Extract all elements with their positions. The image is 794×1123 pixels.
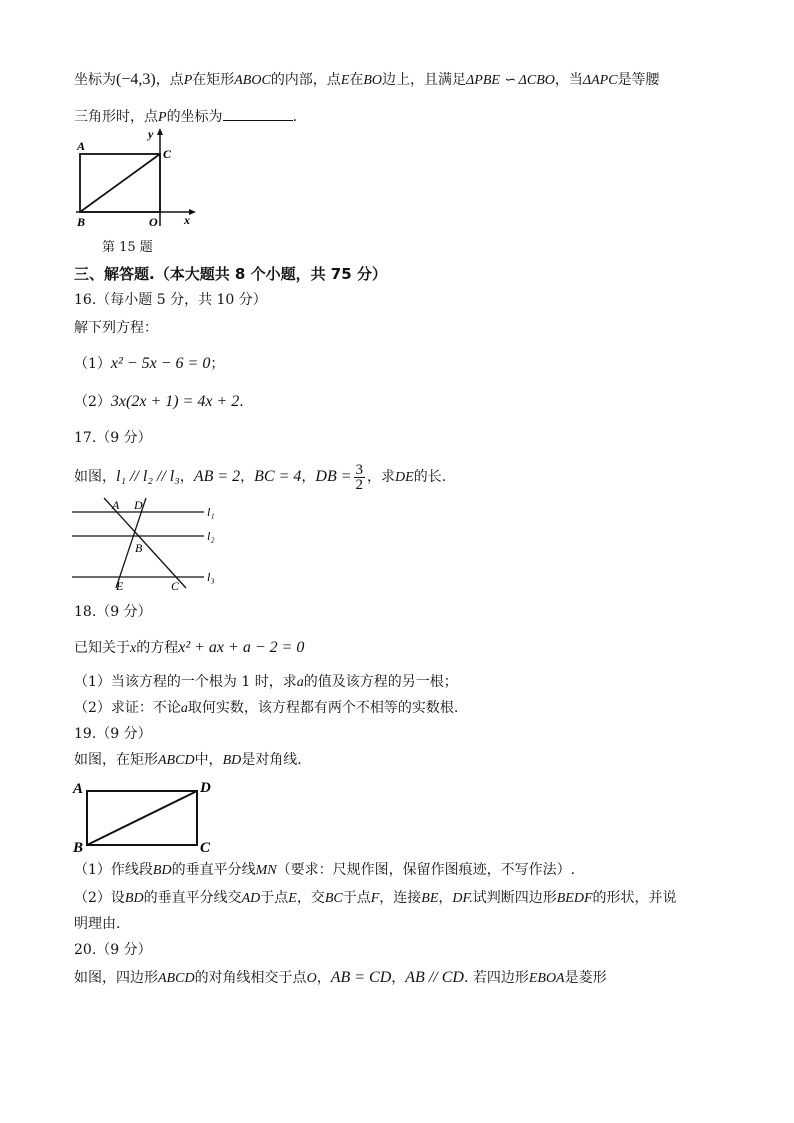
q18-part2: （2）求证：不论a取何实数，该方程都有两个不相等的实数根.: [74, 700, 459, 716]
q19-part1: （1）作线段BD的垂直平分线MN（要求：尺规作图，保留作图痕迹，不写作法）.: [74, 862, 576, 878]
fig17-label-l1: l₁: [207, 505, 215, 519]
q16-head: 16.（每小题 5 分，共 10 分）: [74, 292, 267, 308]
fig19-label-D: D: [200, 780, 211, 796]
figure-15-caption: 第 15 题: [102, 240, 153, 255]
section-heading: 三、解答题.（本大题共 8 个小题，共 75 分）: [74, 265, 387, 283]
fraction-3-2: $\frac{3}{2}$: [355, 461, 364, 493]
figure-17: [70, 496, 230, 596]
q19-part2: （2）设BD的垂直平分线交AD于点E，交BC于点F，连接BE，DF.试判断四边形BEDF的形状，并说: [74, 890, 677, 906]
q16-part1: （1）x² − 5x − 6 = 0；: [74, 355, 225, 372]
fig19-label-B: B: [73, 840, 84, 856]
fig17-label-B: B: [135, 541, 143, 555]
fig17-label-l2: l₂: [207, 529, 215, 543]
q20-head: 20.（9 分）: [74, 942, 152, 958]
q17-head: 17.（9 分）: [74, 430, 152, 446]
fig17-label-l3: l₃: [207, 570, 215, 584]
fig15-label-B: B: [77, 215, 86, 229]
q16-intro: 解下列方程：: [74, 320, 158, 336]
fig19-label-C: C: [200, 840, 211, 856]
q19-part2-line2: 明理由.: [74, 916, 121, 932]
fig17-label-D: D: [134, 498, 143, 512]
q18-head: 18.（9 分）: [74, 604, 152, 620]
p15-line2: 三角形时，点P的坐标为 .: [74, 106, 297, 128]
q17-statement: 如图，l₁ // l₂ // l₃，AB = 2，BC = 4，DB = $\frac{3}{2}$ ，求DE的长.: [74, 461, 447, 493]
q16-part2: （2）3x(2x + 1) = 4x + 2.: [74, 393, 244, 410]
fig19-label-A: A: [73, 781, 84, 797]
q20-statement: 如图，四边形ABCD的对角线相交于点O，AB = CD，AB // CD. 若四边形EBOA是菱形: [74, 969, 607, 986]
fig15-label-O: O: [149, 215, 158, 229]
fig15-label-y: y: [148, 127, 154, 141]
fig17-label-C: C: [171, 579, 180, 593]
q19-statement: 如图，在矩形ABCD中，BD是对角线.: [74, 752, 302, 768]
p15-line1: 坐标为(−4,3)，点P在矩形ABOC的内部，点E在BO边上，且满足ΔPBE ∽ ΔCBO，当ΔAPC是等腰: [74, 71, 660, 88]
answer-blank: [223, 106, 293, 121]
fig15-label-C: C: [163, 147, 172, 161]
q18-part1: （1）当该方程的一个根为 1 时，求a的值及该方程的另一根；: [74, 674, 458, 690]
q19-head: 19.（9 分）: [74, 726, 152, 742]
fig17-label-A: A: [112, 498, 120, 512]
fig15-label-A: A: [77, 139, 86, 153]
fig17-label-E: E: [116, 579, 124, 593]
figure-19: [70, 776, 220, 858]
fig15-label-x: x: [184, 213, 190, 227]
figure-15: [70, 126, 200, 236]
q18-statement: 已知关于x的方程x² + ax + a − 2 = 0: [74, 639, 305, 656]
